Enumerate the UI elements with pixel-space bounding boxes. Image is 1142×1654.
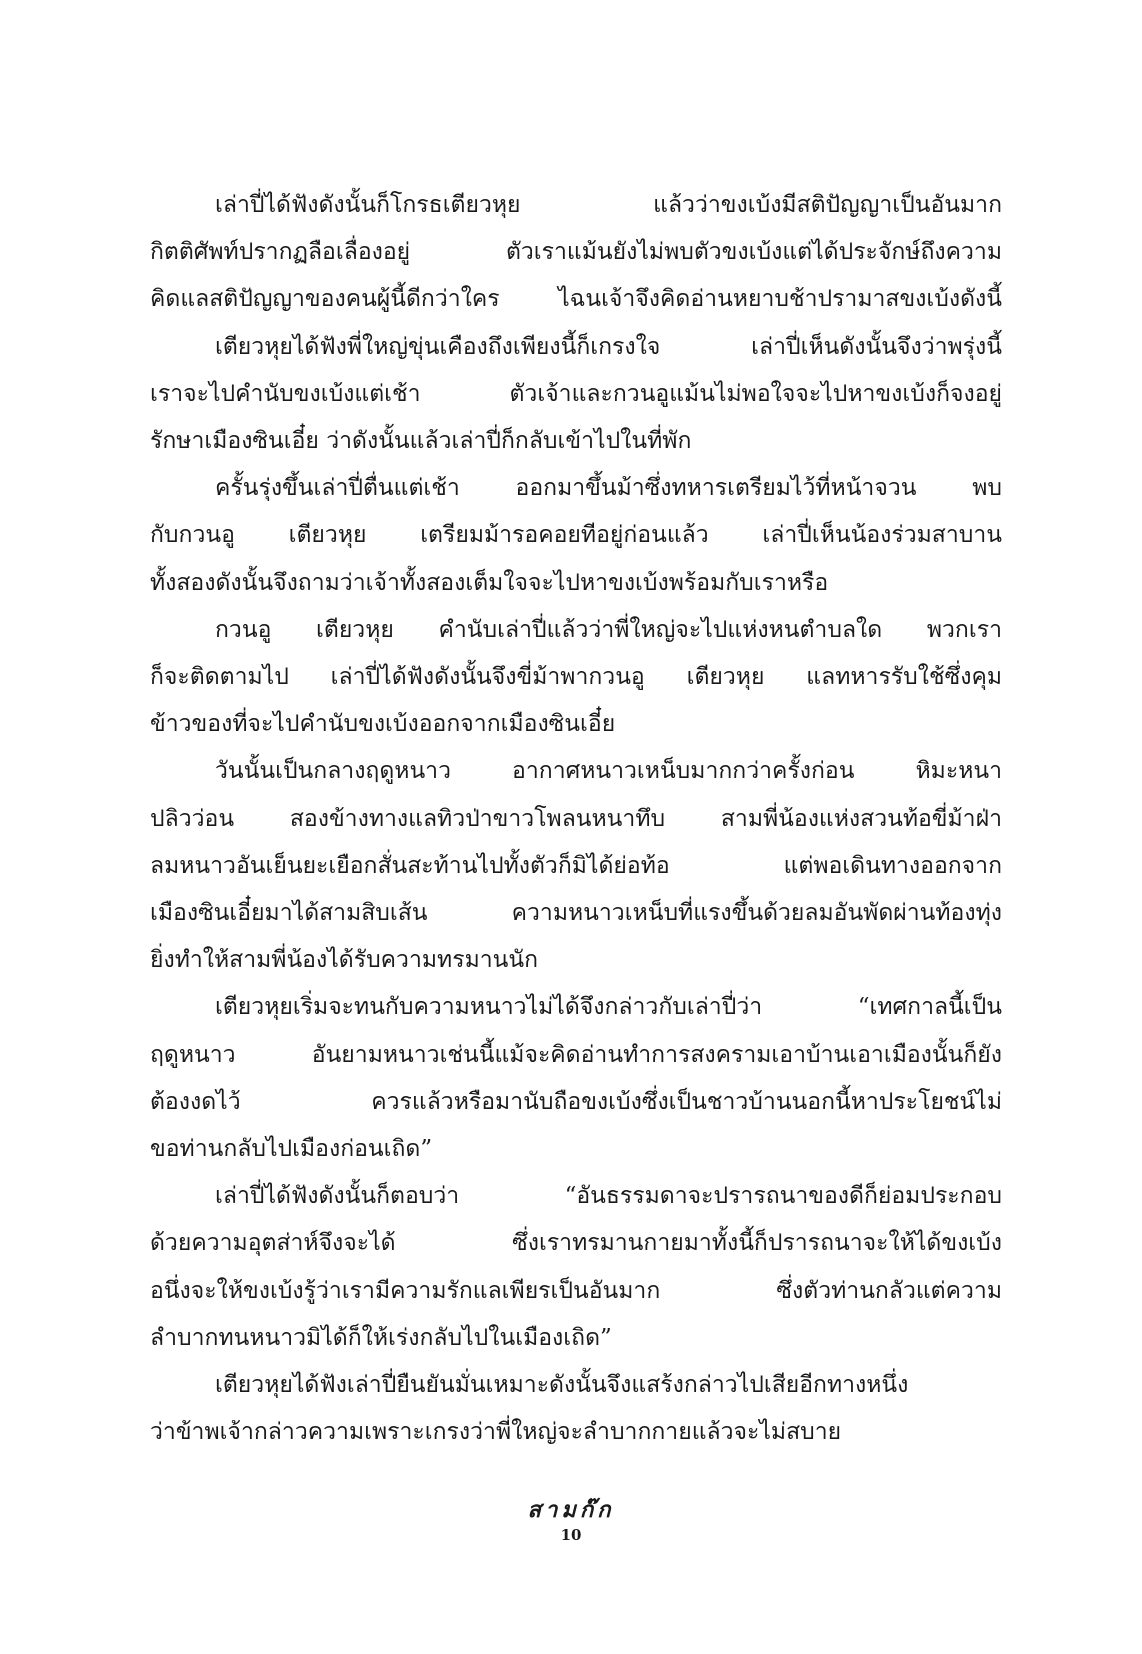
text-line: วันนั้นเป็นกลางฤดูหนาว อากาศหนาวเหน็บมากกว่าครั้งก่อน หิมะหนา [215,758,1002,785]
text-line: ด้วยความอุตส่าห์จึงจะได้ ซึ่งเราทรมานกายมาทั้งนี้ก็ปรารถนาจะให้ได้ขงเบ้ง [150,1230,1002,1257]
text-line: ปลิวว่อน สองข้างทางแลทิวป่าขาวโพลนหนาทึบ สามพี่น้องแห่งสวนท้อขี่ม้าฝ่า [150,805,1002,832]
text-line: เตียวหุยได้ฟังพี่ใหญ่ขุ่นเคืองถึงเพียงนี้ก็เกรงใจ เล่าปี่เห็นดังนั้นจึงว่าพรุ่งนี้ [215,333,1002,360]
text-line: ฤดูหนาว อันยามหนาวเช่นนี้แม้จะคิดอ่านทำการสงครามเอาบ้านเอาเมืองนั้นก็ยัง [150,1041,1002,1068]
text-line: เราจะไปคำนับขงเบ้งแต่เช้า ตัวเจ้าและกวนอูแม้นไม่พอใจจะไปหาขงเบ้งก็จงอยู่ [150,380,1002,407]
text-line: อนึ่งจะให้ขงเบ้งรู้ว่าเรามีความรักแลเพียรเป็นอันมาก ซึ่งตัวท่านกลัวแต่ความ [150,1277,1002,1304]
text-line: ก็จะติดตามไป เล่าปี่ได้ฟังดังนั้นจึงขี่ม้าพากวนอู เตียวหุย แลทหารรับใช้ซึ่งคุม [150,664,1002,690]
text-line: เมืองซินเอี๋ยมาได้สามสิบเส้น ความหนาวเหน็บที่แรงขึ้นด้วยลมอันพัดผ่านท้องทุ่ง [150,900,1002,926]
text-line: กับกวนอู เตียวหุย เตรียมม้ารอคอยทีอยู่ก่อนแล้ว เล่าปี่เห็นน้องร่วมสาบาน [150,522,1002,549]
text-line: คิดแลสติปัญญาของคนผู้นี้ดีกว่าใคร ไฉนเจ้าจึงคิดอ่านหยาบช้าปรามาสขงเบ้งดังนี้ [150,286,1002,313]
text-line: กวนอู เตียวหุย คำนับเล่าปี่แล้วว่าพี่ใหญ่จะไปแห่งหนตำบลใด พวกเรา [215,616,1002,643]
text-line: ว่าข้าพเจ้ากล่าวความเพราะเกรงว่าพี่ใหญ่จะลำบากกายแล้วจะไม่สบาย [150,1419,842,1446]
text-line: เตียวหุยเริ่มจะทนกับความหนาวไม่ได้จึงกล่าวกับเล่าปี่ว่า “เทศกาลนี้เป็น [215,994,1002,1021]
text-line: กิตติศัพท์ปรากฏลือเลื่องอยู่ ตัวเราแม้นยังไม่พบตัวขงเบ้งแต่ได้ประจักษ์ถึงความ [150,239,1002,266]
page-number: 10 [560,1526,582,1544]
text-line: ครั้นรุ่งขึ้นเล่าปี่ตื่นแต่เช้า ออกมาขึ้นม้าซึ่งทหารเตรียมไว้ที่หน้าจวน พบ [215,475,1002,502]
text-line: ทั้งสองดังนั้นจึงถามว่าเจ้าทั้งสองเต็มใจจะไปหาขงเบ้งพร้อมกับเราหรือ [150,569,829,596]
text-line: ข้าวของที่จะไปคำนับขงเบ้งออกจากเมืองซินเอี๋ย [150,711,616,738]
text-line: ลำบากทนหนาวมิได้ก็ให้เร่งกลับไปในเมืองเถิด” [150,1324,612,1351]
text-line: เล่าปี่ได้ฟังดังนั้นก็ตอบว่า “อันธรรมดาจะปรารถนาของดีก็ย่อมประกอบ [215,1183,1002,1210]
text-line: เตียวหุยได้ฟังเล่าปี่ยืนยันมั่นเหมาะดังนั้นจึงแสร้งกล่าวไปเสียอีกทางหนึ่ง [215,1372,909,1398]
text-line: รักษาเมืองซินเอี๋ย ว่าดังนั้นแล้วเล่าปี่ก็กลับเข้าไปในที่พัก [150,428,692,454]
text-line: ขอท่านกลับไปเมืองก่อนเถิด” [150,1136,433,1162]
text-line: ลมหนาวอันเย็นยะเยือกสั่นสะท้านไปทั้งตัวก็มิได้ย่อท้อ แต่พอเดินทางออกจาก [150,852,1002,879]
footer-title: สามก๊ก [527,1497,615,1523]
text-line: ยิ่งทำให้สามพี่น้องได้รับความทรมานนัก [150,947,539,974]
text-line: เล่าปี่ได้ฟังดังนั้นก็โกรธเตียวหุย แล้วว่าขงเบ้งมีสติปัญญาเป็นอันมาก [215,192,1002,218]
text-line: ต้องงดไว้ ควรแล้วหรือมานับถือขงเบ้งซึ่งเป็นชาวบ้านนอกนี้หาประโยชน์ไม่ [150,1088,1002,1115]
